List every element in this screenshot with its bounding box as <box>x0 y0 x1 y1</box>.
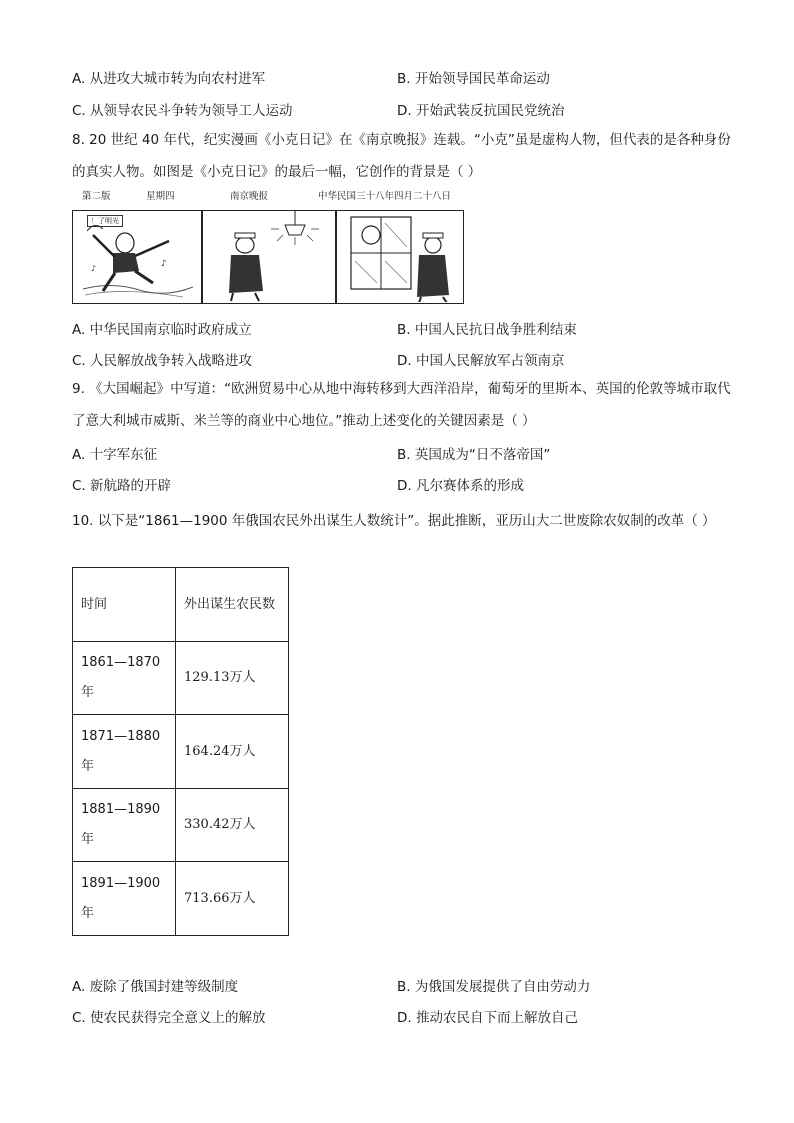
cartoon-strip <box>72 210 464 304</box>
table-cell-count: 713.66万人 <box>176 862 289 936</box>
q10-option-d: D. 推动农民自下而上解放自己 <box>397 1010 578 1026</box>
q9-stem: 9. 《大国崛起》中写道：“欧洲贸易中心从地中海转移到大西洋沿岸，葡萄牙的里斯本、英国的伦敦等城市取代了意大利城市威斯、米兰等的商业中心地位。”推动上述变化的关键因素是（ ） <box>72 381 731 429</box>
q7-option-c: C. 从领导农民斗争转为领导工人运动 <box>72 103 293 119</box>
table-cell-period: 1881—1890年 <box>73 789 176 862</box>
q10-stem: 10. 以下是“1861—1900 年俄国农民外出谋生人数统计”。据此推断，亚历山大二世废除农奴制的改革（ ） <box>72 513 716 529</box>
q7-option-a: A. 从进攻大城市转为向农村进军 <box>72 71 266 87</box>
q9-option-a: A. 十字军东征 <box>72 447 158 463</box>
q7-option-d: D. 开始武装反抗国民党统治 <box>397 103 565 119</box>
svg-text:♪: ♪ <box>91 264 97 273</box>
table-cell-period: 1871—1880年 <box>73 715 176 789</box>
table-cell-count: 129.13万人 <box>176 642 289 715</box>
table-row <box>73 715 289 789</box>
cartoon-paper: 南京晚报 <box>230 191 269 202</box>
cartoon-edition: 第二版 <box>82 191 111 202</box>
cartoon-header <box>80 188 465 202</box>
table-row <box>73 862 289 936</box>
q10-option-b: B. 为俄国发展提供了自由劳动力 <box>397 979 591 995</box>
cartoon-panel-window <box>337 211 462 302</box>
table-cell-count: 164.24万人 <box>176 715 289 789</box>
q9-option-d: D. 凡尔赛体系的形成 <box>397 478 524 494</box>
q9-option-b: B. 英国成为“日不落帝国” <box>397 447 551 463</box>
table-cell-period: 1891—1900年 <box>73 862 176 936</box>
q8-stem: 8. 20 世纪 40 年代，纪实漫画《小克日记》在《南京晚报》连载。“小克”虽是虚构人物，但代表的是各种身份的真实人物。如图是《小克日记》的最后一幅，它创作的背景是（ ） <box>72 132 731 180</box>
svg-text:♪: ♪ <box>161 259 167 269</box>
cartoon-date: 中华民国三十八年四月二十八日 <box>318 191 452 202</box>
cartoon-panel-lamp <box>203 211 336 302</box>
q8-option-b: B. 中国人民抗日战争胜利结束 <box>397 322 577 338</box>
table-cell-period: 1861—1870年 <box>73 642 176 715</box>
table-row <box>73 642 289 715</box>
q8-option-d: D. 中国人民解放军占领南京 <box>397 353 565 369</box>
q8-option-a: A. 中华民国南京临时政府成立 <box>72 322 252 338</box>
table-row <box>73 789 289 862</box>
cartoon-panel-dancing <box>73 211 201 302</box>
cartoon-weekday: 星期四 <box>146 191 175 202</box>
table-header-row <box>73 568 289 642</box>
table-cell-count: 330.42万人 <box>176 789 289 862</box>
table-header-count: 外出谋生农民数 <box>176 568 289 642</box>
data-table <box>72 567 289 936</box>
q9-option-c: C. 新航路的开辟 <box>72 478 172 494</box>
table-header-time: 时间 <box>73 568 176 642</box>
q8-option-c: C. 人民解放战争转入战略进攻 <box>72 353 253 369</box>
cartoon-caption: ！了明光 <box>87 215 123 227</box>
q7-option-b: B. 开始领导国民革命运动 <box>397 71 550 87</box>
q10-option-a: A. 废除了俄国封建等级制度 <box>72 979 239 995</box>
q10-option-c: C. 使农民获得完全意义上的解放 <box>72 1010 266 1026</box>
